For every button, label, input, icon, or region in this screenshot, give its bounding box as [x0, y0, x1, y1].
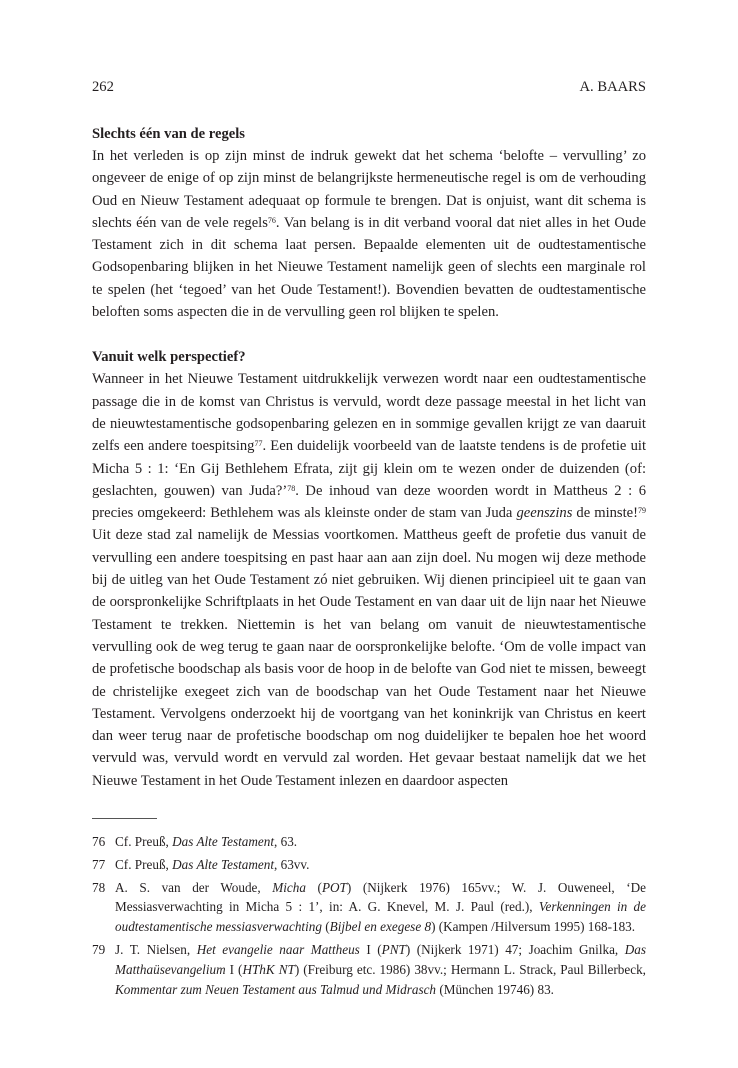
- text-run: Wanneer in het Nieuwe Testament uitdrukkelijk verwezen wordt naar een oudtestamentische passage die in de komst van Christus is vervuld, wordt deze passage meestal in het licht van de nieuwtestamentische godsopenbaring gelezen en in sommige gevallen krijgt ze van daaruit zelfs een andere toespitsing: [92, 371, 646, 455]
- footnote-text: (: [321, 919, 330, 935]
- section-heading-1: Slechts één van de regels: [92, 126, 245, 142]
- footnote-title: Das Alte Testament: [172, 834, 274, 849]
- footnote-series: HThK NT: [242, 961, 295, 977]
- page-number: 262: [92, 79, 114, 95]
- footnote-text: ) (Freiburg etc. 1986) 38vv.; Hermann L. Strack, Paul Billerbeck,: [294, 961, 646, 977]
- paragraph-2: [92, 368, 646, 792]
- footnote-title: Het evangelie naar Mattheus: [196, 941, 360, 957]
- footnote-text: J. T. Nielsen,: [115, 941, 197, 957]
- footnote-text: ) (Nijkerk 1976) 165vv.; W. J. Ouweneel, ‘De Messiasverwachting in Micha 5 : 1’, in: A. G. Knevel, M. J. Paul (red.),: [115, 879, 646, 915]
- footnote-series: POT: [321, 879, 347, 895]
- page-header: [92, 79, 646, 99]
- footnote-text: , 63vv.: [274, 856, 310, 872]
- main-text: [92, 123, 646, 792]
- footnote-text: Cf. Preuß,: [115, 834, 173, 849]
- footnote-title: Das Matthaüsevangelium: [115, 941, 646, 977]
- footnotes: [92, 832, 646, 1002]
- footnote-79: [92, 940, 646, 999]
- running-head-author: A. BAARS: [579, 79, 646, 95]
- text-run: Uit deze stad zal namelijk de Messias voortkomen. Mattheus geeft de profetie dus vanuit de vervulling een andere toespitsing en past haar aan aan zijn doel. Nu mogen wij deze methode bij de uitleg van het Oude Testament zó niet gebruiken. Wij dienen principieel uit te gaan van de oorspronkelijke Schriftplaats in het Oude Testament en van daar uit de lijn naar het Nieuwe Testament te trekken. Niettemin is het van belang om vanuit de nieuwtestamentische vervulling ook de weg terug te gaan naar de oorspronkelijke belofte. ‘Om de volle impact van de profetische boodschap als basis voor de hoop in de belofte van God niet te missen, beweegt de christelijke exegeet zich van de boodschap van het Oude Testament naar het Nieuwe Testament. Vervolgens onderzoekt hij de voortgang van het koninkrijk van Christus en keert dan weer terug naar de profetische boodschap om nog duidelijker te bepalen hoe het woord vervuld was, vervuld wordt en vervuld zal worden. Het gevaar bestaat namelijk dat we het Nieuwe Testament in het Oude Testament inlezen en daardoor aspecten: [92, 527, 646, 789]
- footnote-divider: [92, 818, 157, 819]
- footnote-text: A. S. van der Woude,: [115, 879, 273, 895]
- footnote-series: Bijbel en exegese 8: [329, 919, 432, 935]
- footnote-title: Micha: [272, 879, 306, 895]
- footnote-text: ) (Nijkerk 1971) 47; Joachim Gnilka,: [405, 941, 625, 957]
- paragraph-1: [92, 145, 646, 323]
- footnote-ref-78[interactable]: 78: [287, 483, 296, 493]
- text-run: . De inhoud van deze woorden wordt in Mattheus 2 : 6 precies omgekeerd: Bethlehem was als kleinste onder de stam van Juda: [92, 482, 647, 522]
- footnote-title: Verkenningen in de oudtestamentische messiasverwachting: [115, 899, 646, 935]
- section-heading-2: Vanuit welk perspectief?: [92, 349, 246, 366]
- footnote-text: , 63.: [274, 834, 298, 849]
- text-run: . Van belang is in dit verband vooral dat niet alles in het Oude Testament zich in dit schema laat persen. Bepaalde elementen uit de oudtestamentische Godsopenbaring blijken in het Nieuwe Testament namelijk geen of slechts een marginale rol te spelen (het ‘tegoed’ van het Oude Testament!). Bovendien bevatten de oudtestamentische beloften soms aspecten die in de vervulling geen rol blijken te spelen.: [92, 214, 646, 321]
- footnote-text: (München 19746) 83.: [436, 981, 554, 997]
- footnote-title: Das Alte Testament: [172, 856, 274, 872]
- text-run: . Een duidelijk voorbeeld van de laatste tendens is de profetie uit Micha 5 : 1: ‘En Gij Bethlehem Efrata, zijt gij klein om te wezen onder de duizenden (of: geslachten, gouwen) van Juda?’: [92, 438, 646, 499]
- footnote-text: I (: [225, 961, 243, 977]
- footnote-number: 77: [92, 856, 106, 872]
- footnote-series: PNT: [381, 941, 406, 957]
- footnote-76: [92, 832, 646, 852]
- footnote-text: Cf. Preuß,: [115, 856, 173, 872]
- text-run: In het verleden is op zijn minst de indruk gewekt dat het schema ‘belofte – vervulling’ zo ongeveer de enige of op zijn minst de belangrijkste hermeneutische regel is om de verhouding Oud en Nieuw Testament adequaat op formule te brengen. Dat is onjuist, want dit schema is slechts één van de vele regels: [92, 148, 646, 231]
- footnote-number: 78: [92, 879, 106, 895]
- footnote-text: I (: [359, 941, 382, 957]
- footnote-ref-76[interactable]: 76: [267, 215, 276, 225]
- footnote-text: (: [305, 879, 322, 895]
- footnote-title: Kommentar zum Neuen Testament aus Talmud und Midrasch: [115, 981, 437, 997]
- footnote-number: 79: [92, 941, 106, 957]
- footnote-ref-77[interactable]: 77: [254, 439, 263, 449]
- footnote-78: [92, 878, 646, 937]
- footnote-77: [92, 855, 646, 875]
- emphasis: geenszins: [516, 505, 573, 522]
- text-run: de minste!: [572, 505, 638, 522]
- footnote-ref-79[interactable]: 79: [638, 506, 646, 516]
- footnote-text: ) (Kampen /Hilversum 1995) 168-183.: [431, 919, 636, 935]
- footnote-number: 76: [92, 834, 106, 849]
